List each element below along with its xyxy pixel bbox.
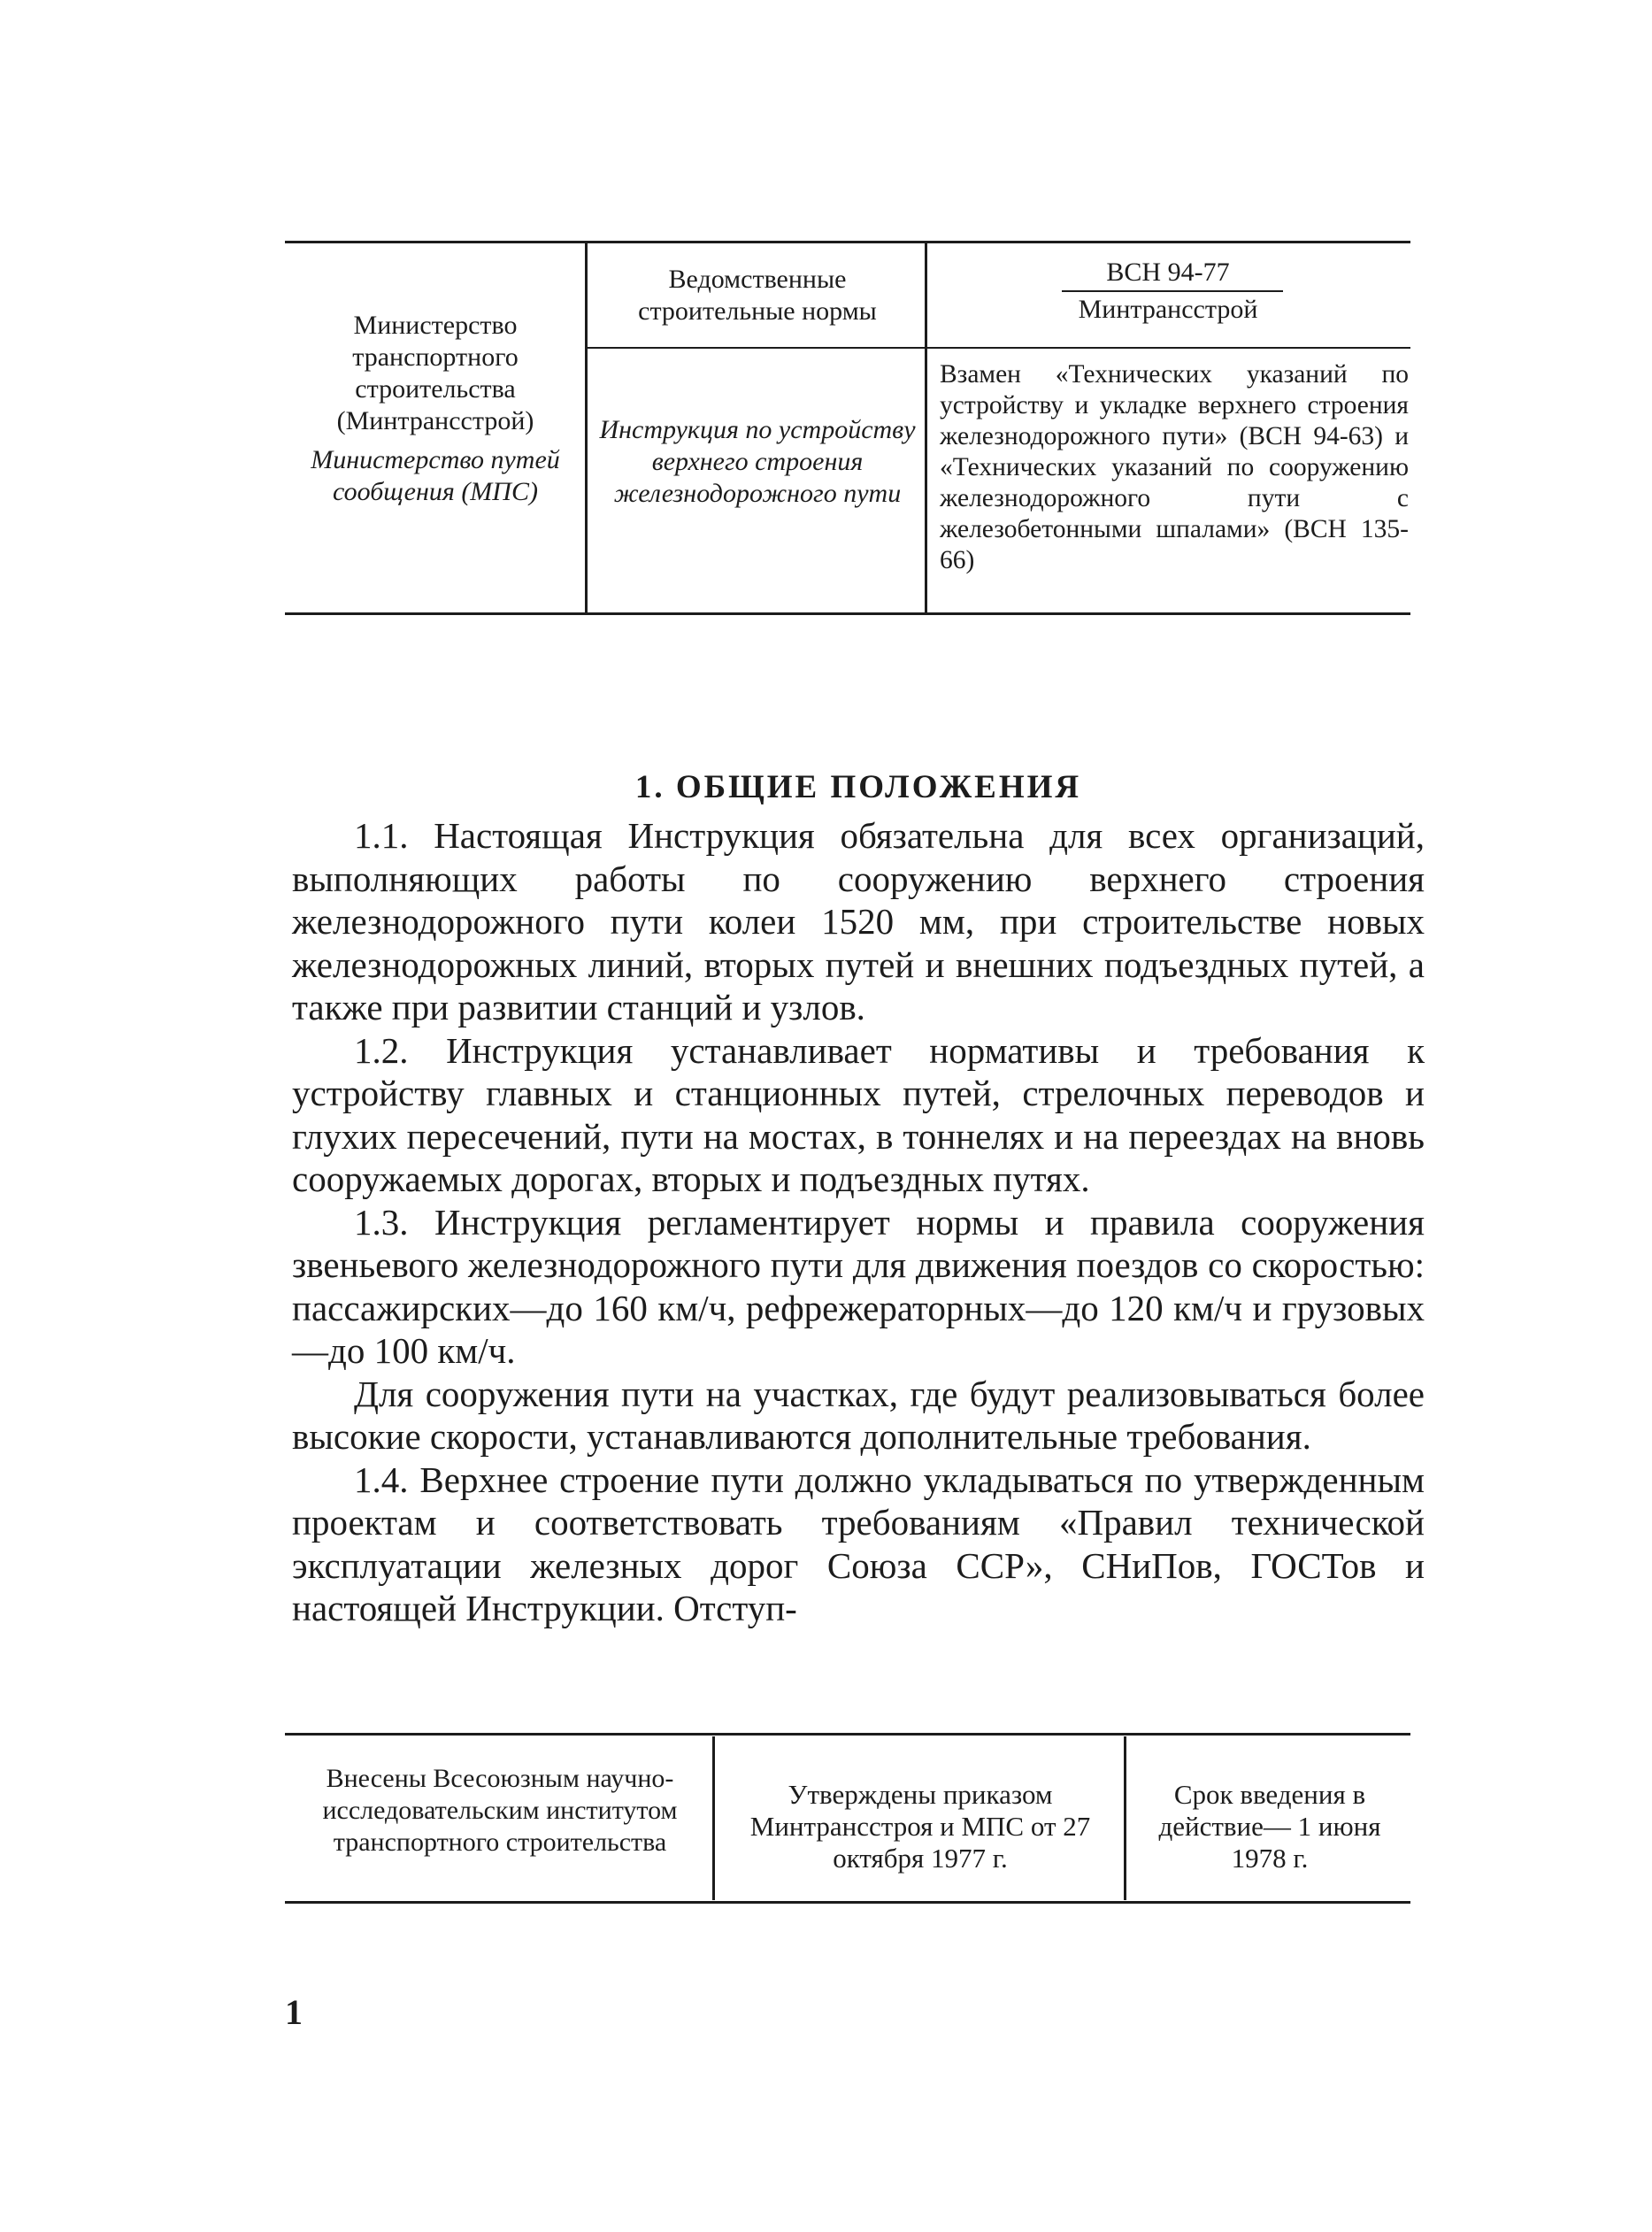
instruction-title: Инструкция по устройству верхнего строения железнодорожного пути — [599, 415, 916, 508]
replaces-note: Взамен «Технических указаний по устройству и укладке верхнего строения железнодорожного пути» (ВСН 94-63) и «Технических указаний по сооружению железнодорожного пути с железобетонными шпалами» (ВСН 135-66) — [940, 360, 1409, 574]
header-col-divider-1 — [585, 241, 588, 615]
footer-top-rule — [285, 1733, 1410, 1736]
issuing-ministries — [294, 310, 577, 508]
footer-bottom-rule — [285, 1901, 1410, 1904]
header-mid-rule — [585, 347, 1410, 349]
footer-col-divider-2 — [1124, 1736, 1126, 1900]
document-code: ВСН 94-77 — [1106, 258, 1230, 287]
page-number: 1 — [285, 1992, 303, 2032]
paragraph-1-3: 1.3. Инструкция регламентирует нормы и правила сооружения звеньевого железнодорожного пути для движения поездов со скоростью: пассажирских—до 160 км/ч, рефрежераторных—до 120 км/ч и грузовых—до 100 км/ч. — [292, 1201, 1425, 1371]
approved-by: Утверждены приказом Минтрансстроя и МПС от 27 октября 1977 г. — [749, 1779, 1091, 1874]
ministry-railways: Министерство путей сообщения (МПС) — [311, 445, 560, 506]
paragraph-1-1: 1.1. Настоящая Инструкция обязательна для всех организаций, выполняющих работы по сооружению верхнего строения железнодорожного пути колеи 1520 мм, при строительстве новых железнодорожных линий, вторых путей и внешних подъездных путей, а также при развитии станций и узлов. — [292, 815, 1425, 1027]
header-bottom-rule — [285, 612, 1410, 615]
norms-type: Ведомственные строительные нормы — [638, 265, 877, 326]
submitted-by: Внесены Всесоюзным научно-исследовательским институтом транспортного строительства — [322, 1764, 678, 1857]
section-body — [292, 814, 1425, 1630]
section-heading: 1. ОБЩИЕ ПОЛОЖЕНИЯ — [634, 769, 1082, 805]
ministry-transport-construction: Министерство транспортного строительства (Минтрансстрой) — [336, 311, 534, 435]
code-underline — [1062, 290, 1283, 292]
code-organization: Минтрансстрой — [1078, 295, 1258, 324]
header-col-divider-2 — [925, 241, 927, 615]
effective-date: Срок введения в действие— 1 июня 1978 г. — [1158, 1779, 1381, 1874]
paragraph-1-4: 1.4. Верхнее строение пути должно укладываться по утвержденным проектам и соответствовать требованиям «Правил технической эксплуатации железных дорог Союза ССР», СНиПов, ГОСТов и настоящей Инструкции. Отступ- — [292, 1458, 1425, 1628]
paragraph-1-2: 1.2. Инструкция устанавливает нормативы и требования к устройству главных и станционных путей, стрелочных переводов и глухих пересечений, пути на мостах, в тоннелях и на переездах на вновь сооружаемых дорогах, вторых и подъездных путях. — [292, 1029, 1425, 1199]
footer-col-divider-1 — [712, 1736, 715, 1900]
paragraph-1-3-supplement: Для сооружения пути на участках, где будут реализовываться более высокие скорости, устанавливаются дополнительные требования. — [292, 1373, 1425, 1457]
header-top-rule — [285, 241, 1410, 243]
